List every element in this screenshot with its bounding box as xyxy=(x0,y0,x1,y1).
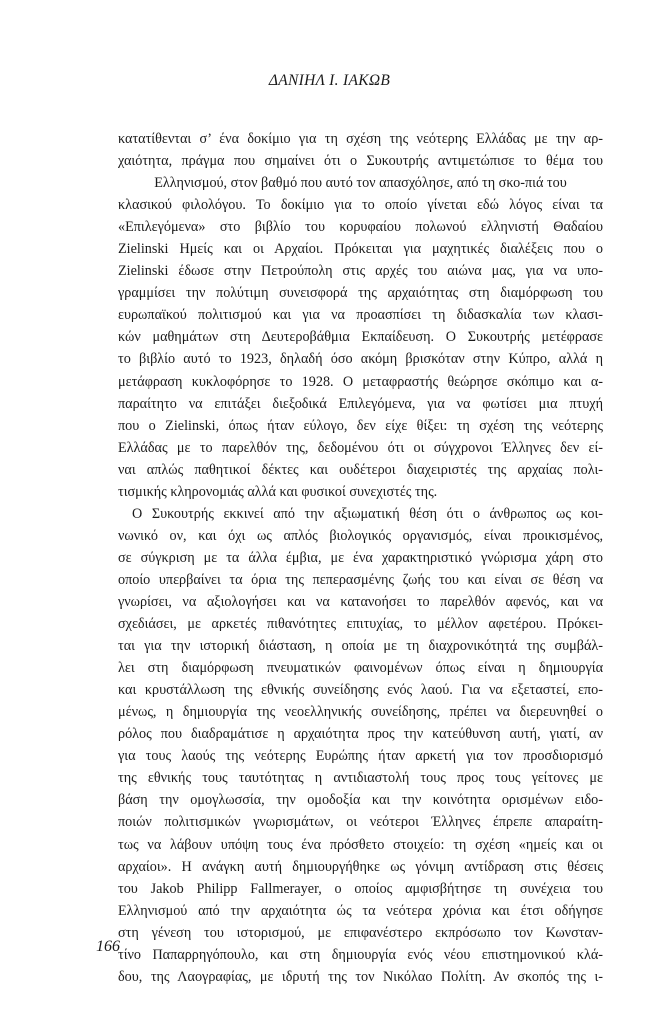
text-line: στη γένεση του ιστορισμού, με επιφανέστερο εκπρόσωπο τον Κωνσταν- xyxy=(118,924,603,941)
paragraph xyxy=(118,128,603,503)
text-line: βάση την ομογλωσσία, την ομοδοξία και την κοινότητα ορισμένων ειδο- xyxy=(118,792,603,809)
text-line: μετάφραση κυκλοφόρησε το 1928. Ο μεταφραστής θεώρησε σκόπιμο και α- xyxy=(118,373,603,390)
body-text xyxy=(118,128,603,988)
text-line: Ελλάδας με το παρελθόν της, δεδομένου ότι οι σύγχρονοι Έλληνες δεν εί- xyxy=(118,439,603,456)
text-line: τίνο Παπαρρηγόπουλο, και στη δημιουργία ενός νέου επιστημονικού κλά- xyxy=(118,946,603,963)
running-head: ΔΑΝΙΗΛ Ι. ΙΑΚΩΒ xyxy=(268,72,391,89)
text-line: οποίο υπερβαίνει τα όρια της πεπερασμένης ζωής του και είναι σε θέση να xyxy=(118,571,603,588)
text-line: το βιβλίο αυτό το 1923, δηλαδή όσο ακόμη βρισκόταν στην Κύπρο, αλλά η xyxy=(118,351,603,368)
text-line: γραμμίσει την πολύτιμη συνεισφορά της αρχαιότητας στη διαμόρφωση του xyxy=(118,285,603,302)
text-line: ποιών πολιτισμικών γνωρισμάτων, οι νεότεροι Έλληνες έπρεπε απαραίτη- xyxy=(118,814,603,831)
text-line: κών μαθημάτων στη Δευτεροβάθμια Εκπαίδευση. Ο Συκουτρής μετέφρασε xyxy=(118,329,603,346)
text-line: νωνικό ον, και όχι ως απλός βιολογικός οργανισμός, είναι προικισμένος, xyxy=(118,527,603,544)
text-line: Ελληνισμού, στον βαθμό που αυτό τον απασχόλησε, από τη σκο-πιά του xyxy=(154,175,567,192)
text-line: παραίτητο να επιτάξει διεξοδικά Επιλεγόμενα, για να φωτίσει μια πτυχή xyxy=(118,395,603,412)
text-line: τισμικής κληρονομιάς αλλά και φυσικοί συνεχιστές της. xyxy=(118,483,438,500)
text-line: λει στη διαμόρφωση πνευματικών φαινομένων όπως είναι η δημιουργία xyxy=(118,660,603,677)
text-line: ναι απλώς παθητικοί δέκτες και ουδέτεροι διαχειριστές της αρχαίας πολι- xyxy=(118,461,603,478)
text-line: αρχαίοι». Η ανάγκη αυτή δημιουργήθηκε ως γόνιμη αντίδραση στις θέσεις xyxy=(118,858,603,875)
text-line: κλασικού φιλολόγου. Το δοκίμιο για το οποίο γίνεται εδώ λόγος είναι τα xyxy=(118,197,603,214)
text-line: του Jakob Philipp Fallmerayer, ο οποίος αμφισβήτησε τη συνέχεια του xyxy=(118,880,603,897)
text-line: ευρωπαϊκού πολιτισμού και για να προασπίσει τη διδασκαλία των κλασι- xyxy=(118,307,603,324)
text-line: Ελληνισμού από την αρχαιότητα ώς τα νεότερα χρόνια και έτσι οδήγησε xyxy=(118,902,603,919)
text-line: ται για την ιστορική διάσταση, η οποία με τη διαχρονικότητά της συμβάλ- xyxy=(118,638,603,655)
text-line: γνωρίσει, να αξιολογήσει και να κατανοήσει το παρελθόν αφενός, και να xyxy=(118,593,603,610)
text-line: χαιότητα, πράγμα που σημαίνει ότι ο Συκουτρής αντιμετώπισε το θέμα του xyxy=(118,153,603,170)
text-line: που ο Zielinski, όπως ήταν εύλογο, δεν είχε θίξει: τη σχέση της νεότερης xyxy=(118,417,603,434)
text-line: της εθνικής τους ταυτότητας η αντιδιαστολή τους προς τους γείτονες με xyxy=(118,770,603,787)
text-line: Ο Συκουτρής εκκινεί από την αξιωματική θέση ότι ο άνθρωπος ως κοι- xyxy=(132,505,603,522)
page-number: 166 xyxy=(96,938,120,955)
paragraph xyxy=(118,503,603,988)
text-line: Zielinski έδωσε στην Πετρούπολη στις αρχές του αιώνα μας, για να υπο- xyxy=(118,263,603,280)
text-line: κατατίθενται σ’ ένα δοκίμιο για τη σχέση της νεότερης Ελλάδας με την αρ- xyxy=(118,131,603,147)
text-line: «Επιλεγόμενα» στο βιβλίο του κορυφαίου πολωνού ελληνιστή Θαδαίου xyxy=(118,219,603,236)
text-line: δου, της Λαογραφίας, με ιδρυτή της τον Νικόλαο Πολίτη. Αν σκοπός της ι- xyxy=(118,968,603,985)
text-line: τως να λάβουν υπόψη τους ένα πρόσθετο στοιχείο: τη σχέση «ημείς και οι xyxy=(118,836,603,853)
text-line: για τους λαούς της νεότερης Ευρώπης ήταν αρκετή για τον προσδιορισμό xyxy=(118,748,603,765)
text-line: Zielinski Ημείς και οι Αρχαίοι. Πρόκειται για μαχητικές διαλέξεις που ο xyxy=(118,241,603,258)
text-line: μένως, η δημιουργία της νεοελληνικής συνείδησης, πρέπει να διερευνηθεί ο xyxy=(118,704,603,721)
text-line: σε σύγκριση με τα άλλα έμβια, με ένα χαρακτηριστικό γνώρισμα χάρη στο xyxy=(118,549,603,566)
text-line: ρόλος που διαδραμάτισε η αρχαιότητα προς την κατεύθυνση αυτή, γιατί, αν xyxy=(118,726,603,743)
text-line: σχεδιάσει, με αρκετές πιθανότητες επιτυχίας, το μέλλον αφετέρου. Πρόκει- xyxy=(118,616,603,633)
text-line: και κρυστάλλωση της εθνικής συνείδησης ενός λαού. Για να εξεταστεί, επο- xyxy=(118,682,603,699)
